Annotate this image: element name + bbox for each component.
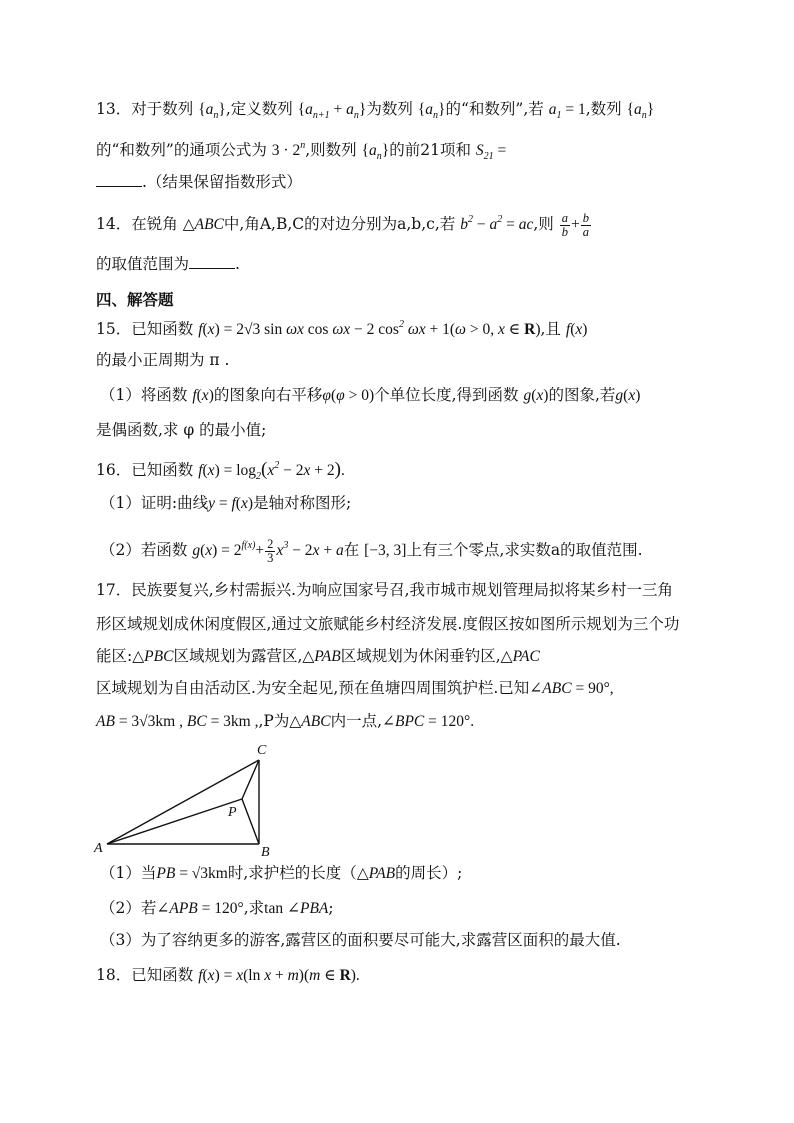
q16-part1: （1）证明:曲线y = f(x)是轴对称图形; xyxy=(100,494,352,512)
segment-pc xyxy=(242,760,259,799)
question-number: 13． xyxy=(96,100,132,118)
q16-line1: 16．已知函数 $f(x) = \log_2(x^2 - 2x + 2)$. xyxy=(96,459,345,482)
q17-sub1: （1）当PB = √3km时,求护栏的长度（△PAB的周长）; xyxy=(100,864,463,882)
label-a: A xyxy=(94,841,103,856)
q15-part1: （1）将函数 f(x)的图象向右平移φ(φ > 0)个单位长度,得到函数 g(x)的图象,若g(x) xyxy=(100,386,641,404)
q14-line2: 的取值范围为 . xyxy=(96,255,240,273)
q16-part2: （2）若函数 $g(x) = 2^{f(x)}+$ $\frac{2}{3}$ $x^3 - 2x + a$在 [−3, 3]上有三个零点,求实数a的取值范围. xyxy=(100,536,643,565)
q13-line2: 的“和数列”的通项公式为 $3 \cdot 2^n$,则数列 $\{a_n\}$的前21项和 $S_{21}$ = xyxy=(96,140,507,162)
q17-sub2: （2）若∠APB = 120°,求tan ∠PBA; xyxy=(100,899,334,917)
label-b: B xyxy=(261,845,270,858)
label-c: C xyxy=(257,743,267,758)
q15-line1: 15．已知函数 f(x) = 2√3 sin ωx cos ωx − 2 $\cos^2 \omega x + 1(\omega > 0$, x ∈ R),且 f(x) xyxy=(96,319,588,338)
q15-line2: 的最小正周期为 π . xyxy=(96,351,230,369)
q17-line2: 形区域规划成休闲度假区,通过文旅赋能乡村经济发展.度假区按如图所示规划为三个功 xyxy=(96,615,680,633)
q15-line4: 是偶函数,求 φ 的最小值; xyxy=(96,421,267,439)
q14-line1: 14．在锐角 △ABC中,角A,B,C的对边分别为a,b,c,若 $b^2 - a^2$ = ac,则 $\frac{a}{b}$ + $\frac{b}{a}$ xyxy=(96,210,589,239)
segment-ap xyxy=(107,799,242,844)
answer-blank[interactable] xyxy=(189,254,235,269)
q17-line5: AB = 3√3km , BC = 3km ,,P为△ABC内一点,∠BPC = 120°. xyxy=(96,712,475,730)
q17-line3: 能区:△PBC区域规划为露营区,△PAB区域规划为休闲垂钓区,△PAC xyxy=(96,647,540,665)
q13-line1: 13．对于数列 $\{a_n\}$,定义数列 $\{a_{n+1} + a_n\}$为数列 $\{a_n\}$的“和数列”,若 $a_1 = 1$,数列 $\{a_n\}$ xyxy=(96,100,655,121)
q18-line1: 18．已知函数 f(x) = x(ln x + m)(m ∈ R). xyxy=(96,966,360,984)
q17-line1: 17．民族要复兴,乡村需振兴.为响应国家号召,我市城市规划管理局拟将某乡村一三角 xyxy=(96,581,674,599)
segment-ac xyxy=(107,760,259,844)
label-p: P xyxy=(228,805,237,820)
answer-blank[interactable] xyxy=(96,172,142,187)
section-heading: 四、解答题 xyxy=(96,291,174,309)
q13-line3: .（结果保留指数形式） xyxy=(96,171,302,193)
triangle-figure xyxy=(92,738,282,858)
q17-sub3: （3）为了容纳更多的游客,露营区的面积要尽可能大,求露营区面积的最大值. xyxy=(100,931,621,949)
segment-pb xyxy=(242,799,259,844)
q17-line4: 区域规划为自由活动区.为安全起见,预在鱼塘四周围筑护栏.已知∠ABC = 90°, xyxy=(96,679,614,697)
